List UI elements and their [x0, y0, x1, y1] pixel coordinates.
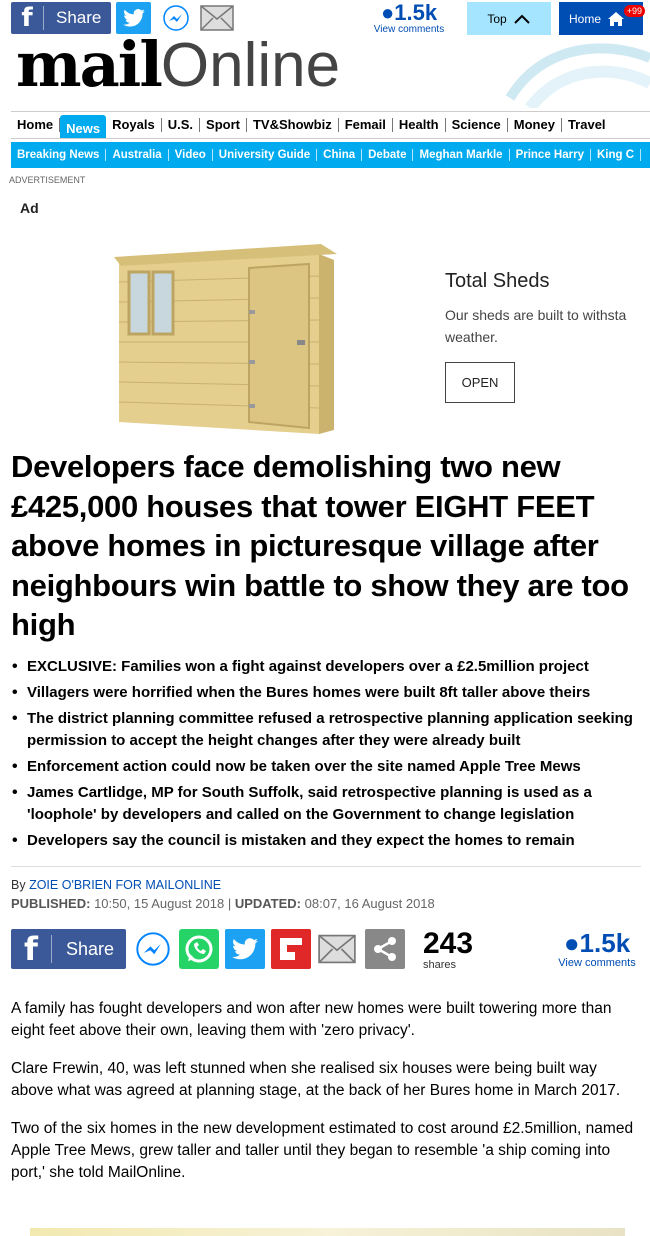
primary-nav	[11, 111, 650, 139]
advertisement-label: ADVERTISEMENT	[9, 175, 86, 185]
subnav-item-breaking-news[interactable]: Breaking News	[11, 149, 106, 161]
email-icon	[318, 934, 356, 964]
top-share-bar	[0, 0, 650, 38]
flipboard-share-button[interactable]	[271, 929, 311, 969]
comments-counter[interactable]: ●1.5k View comments	[558, 928, 636, 969]
messenger-share-button[interactable]	[158, 2, 193, 34]
whatsapp-share-button[interactable]	[179, 929, 219, 969]
shed-product-image	[109, 232, 439, 434]
messenger-icon	[163, 5, 189, 31]
share-count: 243 shares	[423, 927, 474, 971]
masthead	[0, 38, 650, 108]
site-logo[interactable]: mailOnline	[16, 38, 341, 101]
share-label: Share	[56, 8, 102, 27]
nav-item-sport[interactable]: Sport	[200, 118, 247, 132]
facebook-share-button[interactable]	[11, 2, 111, 34]
home-icon	[607, 11, 625, 27]
subnav-item-video[interactable]: Video	[169, 149, 213, 161]
facebook-icon: f	[21, 3, 33, 33]
nav-item-science[interactable]: Science	[446, 118, 508, 132]
article-summary-bullets	[11, 656, 641, 856]
subnav-item-debate[interactable]: Debate	[362, 149, 413, 161]
nav-item-travel[interactable]: Travel	[567, 117, 606, 132]
article-paragraph: A family has fought developers and won after new homes were built towering more than eight feet above their own, leaving them with 'zero privacy'.	[11, 1000, 612, 1039]
byline: By ZOIE O'BRIEN FOR MAILONLINE	[11, 878, 222, 892]
twitter-share-button[interactable]	[225, 929, 265, 969]
summary-bullet: • Developers say the council is mistaken and they expect the homes to remain	[11, 830, 641, 852]
nav-item-money[interactable]: Money	[508, 118, 562, 132]
article-share-row	[11, 929, 643, 971]
secondary-nav	[11, 142, 650, 168]
nav-item-royals[interactable]: Royals	[106, 118, 162, 132]
nav-item-news[interactable]: News	[60, 115, 106, 140]
back-to-top-button[interactable]: Top	[467, 2, 551, 35]
ad-description: Our sheds are built to withsta weather.	[445, 307, 627, 345]
messenger-share-button[interactable]	[133, 929, 173, 969]
subnav-item-prince-harry[interactable]: Prince Harry	[510, 149, 591, 161]
summary-bullet: • James Cartlidge, MP for South Suffolk, said retrospective planning is used as a 'loophole' by developers and called on the Government to change legislation	[11, 782, 641, 826]
subnav-item-university-guide[interactable]: University Guide	[213, 149, 317, 161]
masthead-swirl-decoration	[500, 38, 650, 108]
subnav-item-meghan-markle[interactable]: Meghan Markle	[413, 149, 509, 161]
article-paragraph: Clare Frewin, 40, was left stunned when she realised six houses were being built way above what was agreed at planning stage, at the back of her Bures home in March 2017.	[11, 1060, 621, 1099]
more-share-button[interactable]	[365, 929, 405, 969]
facebook-icon: f	[24, 930, 38, 968]
share-icon	[371, 935, 399, 963]
ad-banner[interactable]	[9, 188, 650, 438]
article-image-top-edge	[30, 1228, 625, 1236]
flipboard-icon	[278, 936, 304, 962]
nav-item-tv-showbiz[interactable]: TV&Showbiz	[247, 118, 339, 132]
summary-bullet: • The district planning committee refused a retrospective planning application seeking permission to accept the height changes after they were already built	[11, 708, 641, 752]
article-body	[11, 998, 641, 1200]
home-button[interactable]: Home +99	[559, 2, 643, 35]
article-dates: PUBLISHED: 10:50, 15 August 2018 | UPDATED: 08:07, 16 August 2018	[11, 896, 435, 911]
twitter-icon	[123, 9, 145, 27]
email-icon	[200, 5, 234, 31]
article-paragraph: Two of the six homes in the new development estimated to cost around £2.5million, named Apple Tree Mews, grew taller and taller until they began to resemble 'a ship coming into port,' she told MailOnline.	[11, 1120, 634, 1181]
comments-counter[interactable]: ●1.5k View comments	[373, 0, 445, 35]
divider	[11, 866, 641, 867]
summary-bullet: • EXCLUSIVE: Families won a fight against developers over a £2.5million project	[11, 656, 641, 678]
comment-bubble-icon: ●	[563, 928, 580, 958]
notification-badge: +99	[624, 5, 645, 17]
nav-item-home[interactable]: Home	[11, 118, 60, 132]
author-link[interactable]: ZOIE O'BRIEN FOR MAILONLINE	[29, 878, 222, 892]
messenger-icon	[136, 932, 170, 966]
subnav-item-king-c[interactable]: King C	[591, 149, 641, 161]
chevron-up-icon	[513, 13, 531, 25]
twitter-icon	[232, 938, 258, 960]
article-headline: Developers face demolishing two new £425,000 houses that tower EIGHT FEET above homes in picturesque village after neighbours win battle to show they are too high	[11, 449, 629, 642]
ad-tag: Ad	[20, 200, 39, 216]
nav-item-femail[interactable]: Femail	[339, 118, 393, 132]
email-share-button[interactable]	[317, 929, 357, 969]
twitter-share-button[interactable]	[116, 2, 151, 34]
nav-item-u-s-[interactable]: U.S.	[162, 118, 200, 132]
ad-open-button[interactable]: OPEN	[445, 362, 515, 403]
facebook-share-button[interactable]: f Share	[11, 929, 126, 969]
ad-brand-name: Total Sheds	[445, 270, 550, 292]
summary-bullet: • Villagers were horrified when the Bures homes were built 8ft taller above theirs	[11, 682, 641, 704]
whatsapp-icon	[179, 929, 219, 969]
subnav-item-australia[interactable]: Australia	[106, 149, 168, 161]
comment-bubble-icon: ●	[380, 0, 395, 25]
nav-item-health[interactable]: Health	[393, 118, 446, 132]
summary-bullet: • Enforcement action could now be taken over the site named Apple Tree Mews	[11, 756, 641, 778]
email-share-button[interactable]	[199, 4, 235, 32]
subnav-item-china[interactable]: China	[317, 149, 362, 161]
